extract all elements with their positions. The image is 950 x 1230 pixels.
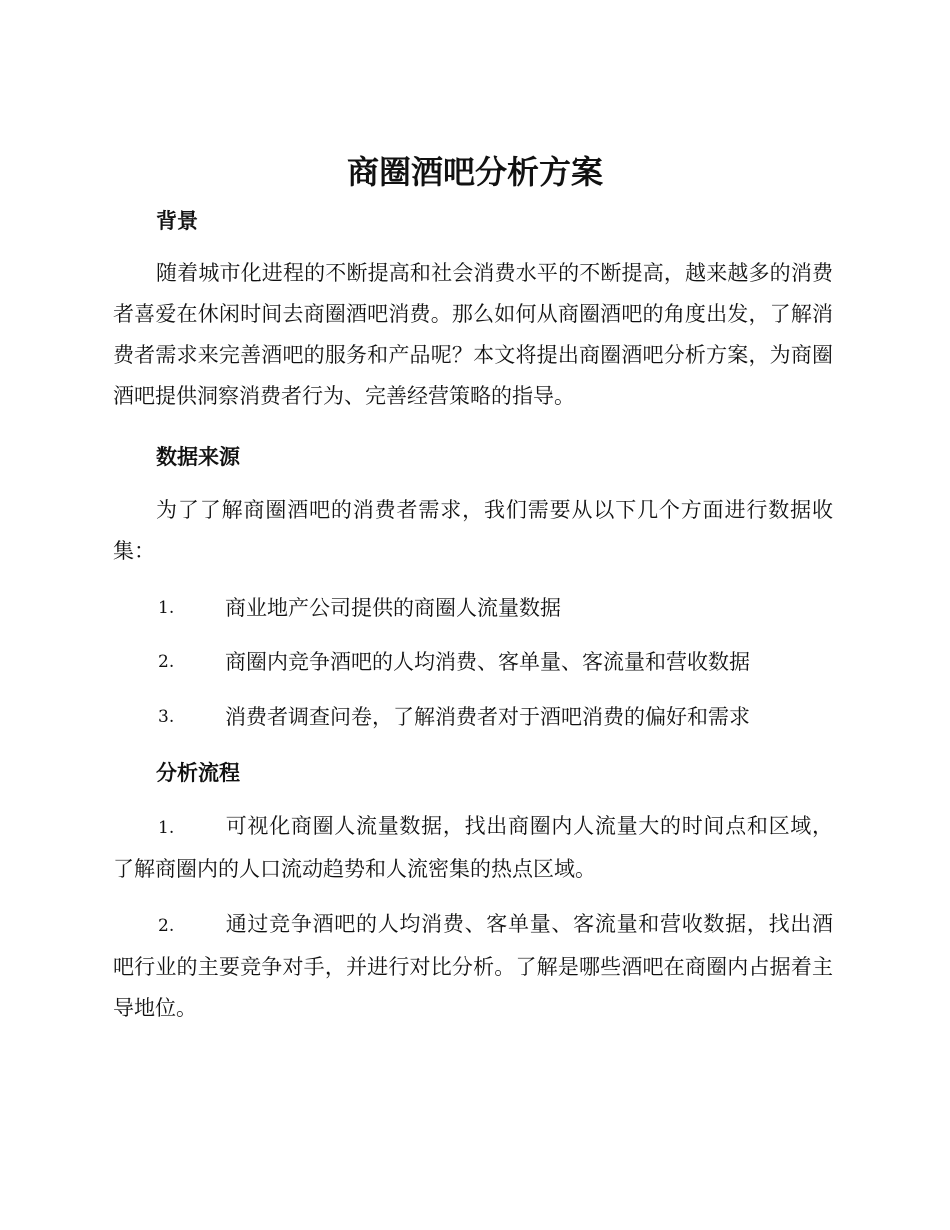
list-item-text: 商圈内竞争酒吧的人均消费、客单量、客流量和营收数据 <box>225 650 750 674</box>
list-item-number: 2. <box>158 652 175 672</box>
process-step <box>113 806 833 890</box>
data-source-intro-paragraph: 为了了解商圈酒吧的消费者需求，我们需要从以下几个方面进行数据收集： <box>113 498 833 563</box>
list-item-text: 商业地产公司提供的商圈人流量数据 <box>225 596 561 620</box>
list-item-number: 1. <box>158 598 175 618</box>
list-item <box>113 697 833 738</box>
process-step-text: 可视化商圈人流量数据，找出商圈内人流量大的时间点和区域，了解商圈内的人口流动趋势和人流密集的热点区域。 <box>113 814 833 881</box>
process-step-number: 2. <box>158 916 175 936</box>
section-heading-data-source: 数据来源 <box>156 445 240 469</box>
process-step-text: 通过竞争酒吧的人均消费、客单量、客流量和营收数据，找出酒吧行业的主要竞争对手，并进行对比分析。了解是哪些酒吧在商圈内占据着主导地位。 <box>113 912 833 1020</box>
list-item <box>113 642 833 683</box>
process-step <box>113 904 833 1029</box>
list-item <box>113 588 833 629</box>
list-item-number: 3. <box>158 707 175 727</box>
section-heading-background: 背景 <box>156 209 198 233</box>
section-heading-analysis-process: 分析流程 <box>156 761 240 785</box>
list-item-text: 消费者调查问卷，了解消费者对于酒吧消费的偏好和需求 <box>225 705 750 729</box>
process-step-number: 1. <box>158 818 175 838</box>
background-paragraph: 随着城市化进程的不断提高和社会消费水平的不断提高，越来越多的消费者喜爱在休闲时间去商圈酒吧消费。那么如何从商圈酒吧的角度出发，了解消费者需求来完善酒吧的服务和产品呢？本文将提出商圈酒吧分析方案，为商圈酒吧提供洞察消费者行为、完善经营策略的指导。 <box>113 261 833 408</box>
document-title: 商圈酒吧分析方案 <box>346 153 603 191</box>
